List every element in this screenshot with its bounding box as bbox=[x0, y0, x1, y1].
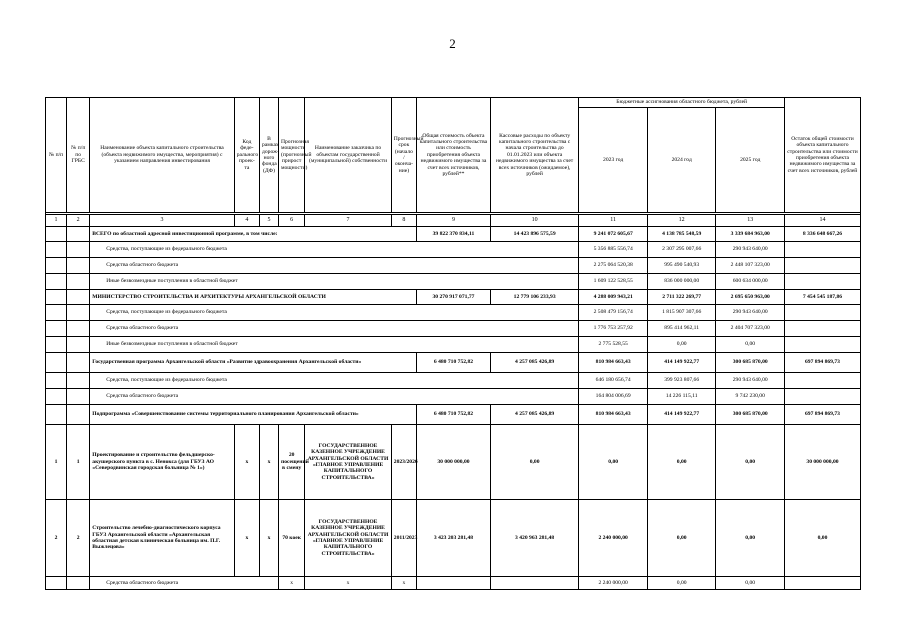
cell-2023: 4 288 009 943,21 bbox=[579, 290, 648, 305]
cell-object-name: Проектирование и строительство фельдшерско-акушерского пункта в с. Ненокса (для ГБУЗ АО «Северодвинская городская больница № 1») bbox=[90, 425, 234, 500]
column-number: 7 bbox=[305, 215, 391, 227]
cell-2024: 4 138 785 548,59 bbox=[647, 227, 716, 242]
cell-2023: 2 275 064 520,38 bbox=[579, 258, 648, 274]
row-label: Средства областного бюджета bbox=[90, 577, 279, 590]
cell-capacity: x bbox=[278, 577, 304, 590]
row-label: Средства, поступающие из федерального бюджета bbox=[90, 373, 579, 389]
header-num-grbs: № п/п по ГРБС bbox=[67, 98, 90, 213]
cell-term: 2011/2023 bbox=[391, 500, 416, 577]
row-label: Средства, поступающие из федерального бюджета bbox=[90, 242, 579, 258]
column-number: 12 bbox=[647, 215, 716, 227]
cell-2024: 414 149 922,77 bbox=[647, 405, 716, 425]
row-label: ВСЕГО по областной адресной инвестиционной программе, в том числе: bbox=[90, 227, 417, 242]
cell-2024: 836 000 000,00 bbox=[647, 274, 716, 290]
column-number: 10 bbox=[490, 215, 579, 227]
cell-federal-project-code: x bbox=[234, 425, 259, 500]
cell-2024: 0,00 bbox=[647, 425, 716, 500]
table-row-program bbox=[46, 353, 861, 373]
cell-num: 2 bbox=[46, 500, 67, 577]
header-capacity: Прогнозная мощность (прогнозный прирост мощности) bbox=[278, 98, 304, 213]
header-2025: 2025 год bbox=[716, 108, 785, 213]
cell-2025: 9 742 230,00 bbox=[716, 389, 785, 405]
cell-total-cost: 30 000 000,00 bbox=[417, 425, 491, 500]
cell-customer: ГОСУДАРСТВЕННОЕ КАЗЕННОЕ УЧРЕЖДЕНИЕ АРХАНГЕЛЬСКОЙ ОБЛАСТИ «ГЛАВНОЕ УПРАВЛЕНИЕ КАПИТАЛЬНОГО СТРОИТЕЛЬСТВА» bbox=[305, 500, 391, 577]
table-row-object bbox=[46, 425, 861, 500]
cell-2025: 0,00 bbox=[716, 425, 785, 500]
table-row-subprogram bbox=[46, 405, 861, 425]
column-number: 11 bbox=[579, 215, 648, 227]
cell-2025: 300 685 870,00 bbox=[716, 353, 785, 373]
column-numbers-row bbox=[46, 215, 861, 227]
cell-num-grbs: 1 bbox=[67, 425, 90, 500]
cell-2024: 414 149 922,77 bbox=[647, 353, 716, 373]
table-row bbox=[46, 321, 861, 337]
cell-2024: 14 226 115,11 bbox=[647, 389, 716, 405]
cell-2023: 1 776 753 257,92 bbox=[579, 321, 648, 337]
cell-2023: 5 356 885 556,74 bbox=[579, 242, 648, 258]
cell-2023: 2 775 528,55 bbox=[579, 337, 648, 353]
row-label: Государственная программа Архангельской области «Развитие здравоохранения Архангельской области» bbox=[90, 353, 417, 373]
cell-2023: 9 241 072 605,67 bbox=[579, 227, 648, 242]
cell-num: 1 bbox=[46, 425, 67, 500]
cell-term: 2023/2026 bbox=[391, 425, 416, 500]
column-number: 4 bbox=[234, 215, 259, 227]
cell-2023: 0,00 bbox=[579, 425, 648, 500]
cell-2024: 895 414 962,11 bbox=[647, 321, 716, 337]
cell-federal-project-code: x bbox=[234, 500, 259, 577]
cell-cash-expenses: 3 420 963 281,48 bbox=[490, 500, 579, 577]
cell-total-cost: 6 480 710 752,82 bbox=[417, 353, 491, 373]
table-row bbox=[46, 274, 861, 290]
cell-road-fund: x bbox=[260, 500, 279, 577]
table-row-total bbox=[46, 227, 861, 242]
header-2023: 2023 год bbox=[579, 108, 648, 213]
cell-num-grbs: 2 bbox=[67, 500, 90, 577]
cell-2023: 1 609 122 528,55 bbox=[579, 274, 648, 290]
cell-2025: 290 943 640,00 bbox=[716, 305, 785, 321]
cell-cash-expenses: 12 779 106 233,93 bbox=[490, 290, 579, 305]
cell-2025: 300 685 870,00 bbox=[716, 405, 785, 425]
column-number: 2 bbox=[67, 215, 90, 227]
cell-cash-expenses: 0,00 bbox=[490, 425, 579, 500]
column-number: 3 bbox=[90, 215, 234, 227]
cell-capacity: 20 посещений в смену bbox=[278, 425, 304, 500]
cell-2025: 0,00 bbox=[716, 577, 785, 590]
cell-2023: 2 240 000,00 bbox=[579, 500, 648, 577]
column-number: 1 bbox=[46, 215, 67, 227]
cell-cash-expenses: 14 423 896 575,59 bbox=[490, 227, 579, 242]
cell-road-fund: x bbox=[260, 425, 279, 500]
header-cash-expenses: Кассовые расходы по объекту капитального строительства с начала строительства до 01.01.2023 или объекта недвижимого имущества за счет всех источников (ожидаемое), рублей bbox=[490, 98, 579, 213]
header-budget-group: Бюджетные ассигнования областного бюджета, рублей bbox=[579, 98, 785, 108]
investment-program-table bbox=[45, 97, 861, 590]
row-label: Средства областного бюджета bbox=[90, 258, 579, 274]
cell-total-cost: 39 822 370 834,11 bbox=[417, 227, 491, 242]
cell-total-cost: 30 270 917 071,77 bbox=[417, 290, 491, 305]
cell-remaining: 7 454 545 187,86 bbox=[784, 290, 860, 305]
cell-2023: 164 804 006,69 bbox=[579, 389, 648, 405]
cell-2023: 2 240 000,00 bbox=[579, 577, 648, 590]
column-number: 5 bbox=[260, 215, 279, 227]
header-customer: Наименование заказчика по объектам государственной (муниципальной) собственности bbox=[305, 98, 391, 213]
row-label: Средства областного бюджета bbox=[90, 321, 579, 337]
column-number: 6 bbox=[278, 215, 304, 227]
cell-2024: 2 307 295 007,66 bbox=[647, 242, 716, 258]
cell-capacity: 70 коек bbox=[278, 500, 304, 577]
table-row-object bbox=[46, 500, 861, 577]
cell-2025: 3 339 684 963,00 bbox=[716, 227, 785, 242]
cell-2023: 810 984 663,43 bbox=[579, 405, 648, 425]
cell-2025: 600 634 000,00 bbox=[716, 274, 785, 290]
cell-2025: 2 448 107 323,00 bbox=[716, 258, 785, 274]
cell-2025: 0,00 bbox=[716, 337, 785, 353]
page-number: 2 bbox=[449, 36, 456, 51]
cell-remaining: 697 894 869,73 bbox=[784, 405, 860, 425]
table-row-ministry bbox=[46, 290, 861, 305]
cell-2024: 0,00 bbox=[647, 337, 716, 353]
cell-2023: 2 508 479 156,74 bbox=[579, 305, 648, 321]
header-term: Прогнозный срок (начало / оконча-ние) bbox=[391, 98, 416, 213]
cell-2025: 2 404 707 323,00 bbox=[716, 321, 785, 337]
cell-2025: 2 695 650 963,00 bbox=[716, 290, 785, 305]
cell-customer: ГОСУДАРСТВЕННОЕ КАЗЕННОЕ УЧРЕЖДЕНИЕ АРХАНГЕЛЬСКОЙ ОБЛАСТИ «ГЛАВНОЕ УПРАВЛЕНИЕ КАПИТАЛЬНОГО СТРОИТЕЛЬСТВА» bbox=[305, 425, 391, 500]
row-label: Иные безвозмездные поступления в областной бюджет bbox=[90, 337, 579, 353]
cell-2024: 995 490 540,93 bbox=[647, 258, 716, 274]
table-row bbox=[46, 258, 861, 274]
row-label: Средства, поступающие из федерального бюджета bbox=[90, 305, 579, 321]
cell-term: x bbox=[391, 577, 416, 590]
cell-total-cost: 3 423 203 281,48 bbox=[417, 500, 491, 577]
cell-2024: 1 815 907 307,66 bbox=[647, 305, 716, 321]
table-row bbox=[46, 373, 861, 389]
cell-remaining: 8 336 648 667,26 bbox=[784, 227, 860, 242]
cell-2023: 646 180 656,74 bbox=[579, 373, 648, 389]
column-number: 8 bbox=[391, 215, 416, 227]
column-number: 9 bbox=[417, 215, 491, 227]
row-label: Средства областного бюджета bbox=[90, 389, 579, 405]
table-row bbox=[46, 337, 861, 353]
cell-customer: x bbox=[305, 577, 391, 590]
row-label: Иные безвозмездные поступления в областной бюджет bbox=[90, 274, 579, 290]
cell-2024: 399 923 807,66 bbox=[647, 373, 716, 389]
header-object-name: Наименование объекта капитального строительства (объекта недвижимого имущества, мероприятия) с указанием направления инвестирования bbox=[90, 98, 234, 213]
cell-2025: 290 943 640,00 bbox=[716, 242, 785, 258]
cell-2024: 0,00 bbox=[647, 500, 716, 577]
cell-remaining: 697 894 869,73 bbox=[784, 353, 860, 373]
row-label: Подпрограмма «Совершенствование системы территориального планирования Архангельской области» bbox=[90, 405, 417, 425]
header-road-fund: В рамках дорож-ного фонда (ДФ) bbox=[260, 98, 279, 213]
cell-remaining: 0,00 bbox=[784, 500, 860, 577]
row-label: МИНИСТЕРСТВО СТРОИТЕЛЬСТВА И АРХИТЕКТУРЫ АРХАНГЕЛЬСКОЙ ОБЛАСТИ bbox=[90, 290, 417, 305]
cell-2024: 2 711 322 269,77 bbox=[647, 290, 716, 305]
cell-object-name: Строительство лечебно-диагностического корпуса ГБУЗ Архангельской области «Архангельская областная детская клиническая больница им. П.Г. Выжлецова» bbox=[90, 500, 234, 577]
header-2024: 2024 год bbox=[647, 108, 716, 213]
header-num: № п/п bbox=[46, 98, 67, 213]
cell-remaining: 30 000 000,00 bbox=[784, 425, 860, 500]
header-total-cost: Общая стоимость объекта капитального строительства или стоимость приобретения объекта недвижимого имущества за счет всех источников, рублей** bbox=[417, 98, 491, 213]
header-remaining-cost: Остаток общей стоимости объекта капитального строительства или стоимости приобретения объекта недвижимого имущества за счет всех источников, рублей bbox=[784, 98, 860, 213]
table-row bbox=[46, 242, 861, 258]
column-number: 13 bbox=[716, 215, 785, 227]
cell-2025: 290 943 640,00 bbox=[716, 373, 785, 389]
table-row bbox=[46, 577, 861, 590]
table-row bbox=[46, 389, 861, 405]
column-number: 14 bbox=[784, 215, 860, 227]
cell-2025: 0,00 bbox=[716, 500, 785, 577]
cell-total-cost: 6 480 710 752,82 bbox=[417, 405, 491, 425]
header-federal-project-code: Код феде-рального проек-та bbox=[234, 98, 259, 213]
table-row bbox=[46, 305, 861, 321]
cell-2024: 0,00 bbox=[647, 577, 716, 590]
cell-cash-expenses: 4 257 085 426,89 bbox=[490, 405, 579, 425]
cell-2023: 810 984 663,43 bbox=[579, 353, 648, 373]
cell-cash-expenses: 4 257 085 426,89 bbox=[490, 353, 579, 373]
